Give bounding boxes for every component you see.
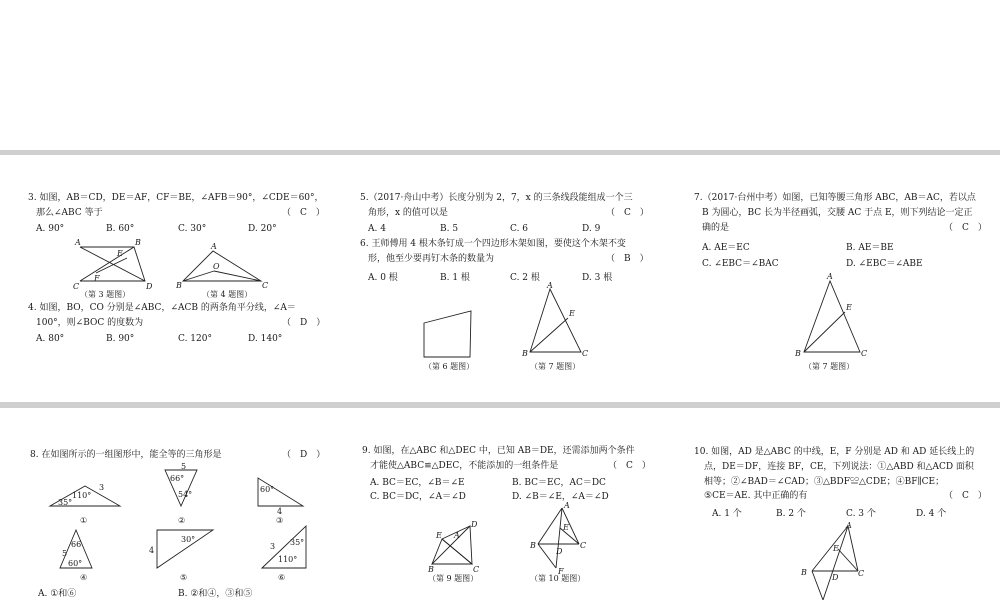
- svg-text:F: F: [558, 567, 564, 576]
- svg-text:A: A: [211, 242, 217, 251]
- q7-option-d: D. ∠EBC＝∠ABE: [846, 259, 923, 269]
- slide-thumbnail-q3-q4[interactable]: [0, 155, 330, 402]
- question-8-line-1: 8. 在如图所示的一组图形中，能全等的三角形是: [30, 450, 222, 460]
- q3-option-d: D. 20°: [248, 224, 277, 234]
- q10-figure-caption-small: （第 10 题图）: [530, 574, 586, 583]
- q7-option-c: C. ∠EBC＝∠BAC: [702, 259, 779, 269]
- q4-figure: [0, 155, 330, 402]
- q8-label-6: ⑥: [278, 573, 286, 582]
- q8-label-5: ⑤: [180, 573, 188, 582]
- svg-text:E: E: [436, 531, 442, 540]
- slide-thumbnail-q8[interactable]: [0, 408, 330, 600]
- q8-label-2: ②: [178, 516, 186, 525]
- q9-option-a: A. BC＝EC，∠B＝∠E: [370, 478, 465, 488]
- svg-text:C: C: [262, 281, 269, 290]
- q8-label-3: ③: [276, 516, 284, 525]
- svg-text:D: D: [146, 282, 153, 291]
- q7-figure-caption: （第 7 题图）: [804, 362, 855, 371]
- q6-option-a: A. 0 根: [368, 273, 398, 283]
- svg-text:3: 3: [270, 542, 276, 551]
- svg-text:5: 5: [62, 549, 68, 558]
- question-7-line-1: 7.（2017·台州中考）如图，已知等腰三角形 ABC，AB＝AC，若以点: [694, 193, 976, 203]
- question-9-line-2: 才能使△ABC≌△DEC，不能添加的一组条件是: [370, 461, 559, 471]
- svg-text:A: A: [75, 238, 81, 247]
- svg-text:F: F: [94, 274, 100, 283]
- q3-figure-caption: （第 3 题图）: [80, 290, 131, 299]
- q3-option-b: B. 60°: [106, 224, 135, 234]
- q8-label-1: ①: [80, 516, 88, 525]
- svg-text:A: A: [564, 501, 570, 510]
- q9-option-b: B. BC＝EC，AC＝DC: [512, 478, 606, 488]
- question-8-answer: （ D ）: [282, 450, 326, 460]
- svg-text:60°: 60°: [68, 559, 83, 568]
- q6-option-c: C. 2 根: [510, 273, 540, 283]
- q10-option-a: A. 1 个: [712, 509, 742, 519]
- question-9-answer: （ C ）: [608, 461, 651, 471]
- question-5-line-1: 5.（2017·舟山中考）长度分别为 2，7，x 的三条线段能组成一个三: [360, 193, 633, 203]
- svg-text:A: A: [827, 272, 833, 281]
- svg-text:30°: 30°: [181, 535, 196, 544]
- svg-text:C: C: [858, 569, 865, 578]
- svg-text:35°: 35°: [290, 538, 305, 547]
- q5-option-d: D. 9: [582, 224, 601, 234]
- question-4-line-2: 100°，则∠BOC 的度数为: [36, 318, 144, 328]
- q4-option-d: D. 140°: [248, 334, 283, 344]
- q10-option-c: C. 3 个: [846, 509, 876, 519]
- svg-text:C: C: [73, 282, 80, 291]
- svg-text:C: C: [580, 541, 587, 550]
- question-6-line-2: 形，他至少要再钉木条的数量为: [368, 254, 495, 264]
- svg-text:B: B: [795, 349, 801, 358]
- q7-figure-caption-small: （第 7 题图）: [530, 362, 581, 371]
- svg-text:110°: 110°: [278, 555, 298, 564]
- svg-text:54°: 54°: [178, 490, 193, 499]
- slide-thumbnail-q9[interactable]: [336, 408, 664, 600]
- svg-text:B: B: [530, 541, 536, 550]
- svg-text:B: B: [522, 349, 528, 358]
- q10-figure-small: [336, 408, 664, 600]
- q6-option-b: B. 1 根: [440, 273, 470, 283]
- q7-figure-small: [336, 155, 664, 402]
- q5-option-a: A. 4: [368, 224, 386, 234]
- svg-text:C: C: [582, 349, 589, 358]
- q6-option-d: D. 3 根: [582, 273, 613, 283]
- svg-text:E: E: [833, 544, 839, 553]
- question-7-answer: （ C ）: [944, 223, 987, 233]
- svg-text:D: D: [471, 520, 478, 529]
- question-4-answer: （ D ）: [282, 318, 326, 328]
- svg-text:4: 4: [149, 546, 155, 555]
- q8-option-a: A. ①和⑥: [38, 589, 77, 599]
- question-3-line-1: 3. 如图，AB＝CD，DE＝AF，CF＝BE，∠AFB＝90°，∠CDE＝60°，: [28, 193, 324, 203]
- q8-triangle-figures: [0, 408, 330, 600]
- question-3-answer: （ C ）: [282, 208, 325, 218]
- svg-text:B: B: [176, 281, 182, 290]
- q3-option-a: A. 90°: [36, 224, 65, 234]
- q10-option-d: D. 4 个: [916, 509, 947, 519]
- q8-option-b: B. ②和④，③和⑤: [178, 589, 253, 599]
- svg-text:110°: 110°: [72, 491, 92, 500]
- svg-text:3: 3: [99, 483, 105, 492]
- q4-option-c: C. 120°: [178, 334, 212, 344]
- question-10-line-2: 点，DE＝DF，连接 BF，CE，下列说法：①△ABD 和△ACD 面积: [704, 462, 974, 472]
- svg-text:O: O: [213, 262, 220, 271]
- q3-option-c: C. 30°: [178, 224, 207, 234]
- svg-text:5: 5: [181, 462, 187, 471]
- q6-figure-caption: （第 6 题图）: [424, 362, 475, 371]
- svg-text:A: A: [846, 521, 852, 530]
- svg-text:35°: 35°: [58, 498, 73, 507]
- svg-text:A: A: [454, 531, 460, 540]
- svg-text:E: E: [569, 309, 575, 318]
- q4-figure-caption: （第 4 题图）: [202, 290, 253, 299]
- svg-text:C: C: [473, 565, 480, 574]
- q9-option-d: D. ∠B＝∠E，∠A＝∠D: [512, 492, 609, 502]
- q7-option-a: A. AE＝EC: [702, 243, 750, 253]
- svg-text:66: 66: [71, 540, 82, 549]
- question-10-line-4: ⑤CE＝AE. 其中正确的有: [704, 491, 808, 501]
- q7-option-b: B. AE＝BE: [846, 243, 894, 253]
- question-9-line-1: 9. 如图，在△ABC 和△DEC 中，已知 AB＝DE，还需添加两个条件: [362, 446, 635, 456]
- q10-option-b: B. 2 个: [776, 509, 806, 519]
- q5-option-c: C. 6: [510, 224, 529, 234]
- svg-text:B: B: [801, 568, 807, 577]
- q4-option-a: A. 80°: [36, 334, 65, 344]
- svg-text:66°: 66°: [170, 474, 185, 483]
- q9-option-c: C. BC＝DC，∠A＝∠D: [370, 492, 466, 502]
- svg-text:60°: 60°: [260, 485, 275, 494]
- svg-text:D: D: [832, 573, 839, 582]
- question-5-answer: （ C ）: [606, 208, 649, 218]
- svg-text:E: E: [117, 249, 123, 258]
- question-10-answer: （ C ）: [944, 491, 987, 501]
- q4-option-b: B. 90°: [106, 334, 135, 344]
- svg-text:E: E: [563, 523, 569, 532]
- question-7-line-2: B 为圆心，BC 长为半径画弧，交腰 AC 于点 E，则下列结论一定正: [702, 208, 973, 218]
- svg-text:A: A: [547, 281, 553, 290]
- svg-text:D: D: [556, 547, 563, 556]
- q10-figure: [670, 408, 1000, 600]
- svg-text:E: E: [846, 303, 852, 312]
- question-6-answer: （ B ）: [606, 254, 649, 264]
- question-10-line-3: 相等；②∠BAD＝∠CAD；③△BDF≌△CDE；④BF∥CE；: [704, 477, 945, 487]
- slide-thumbnail-q5-q6[interactable]: [336, 155, 664, 402]
- svg-text:C: C: [861, 349, 868, 358]
- question-3-line-2: 那么∠ABC 等于: [36, 208, 103, 218]
- question-10-line-1: 10. 如图，AD 是△ABC 的中线，E，F 分别是 AD 和 AD 延长线上的: [694, 447, 975, 457]
- q9-figure-caption: （第 9 题图）: [428, 574, 479, 583]
- slide-thumbnail-q7[interactable]: [670, 155, 1000, 402]
- svg-text:B: B: [428, 565, 434, 574]
- svg-text:4: 4: [277, 507, 283, 516]
- question-6-line-1: 6. 王师傅用 4 根木条钉成一个四边形木架如图，要使这个木架不变: [360, 239, 626, 249]
- q8-label-4: ④: [80, 573, 88, 582]
- question-7-line-3: 确的是: [702, 223, 730, 233]
- svg-text:B: B: [135, 238, 141, 247]
- q5-option-b: B. 5: [440, 224, 459, 234]
- slide-thumbnail-q10[interactable]: [670, 408, 1000, 600]
- question-4-line-1: 4. 如图，BO，CO 分别是∠ABC，∠ACB 的两条角平分线，∠A＝: [28, 303, 296, 313]
- question-5-line-2: 角形，x 的值可以是: [368, 208, 448, 218]
